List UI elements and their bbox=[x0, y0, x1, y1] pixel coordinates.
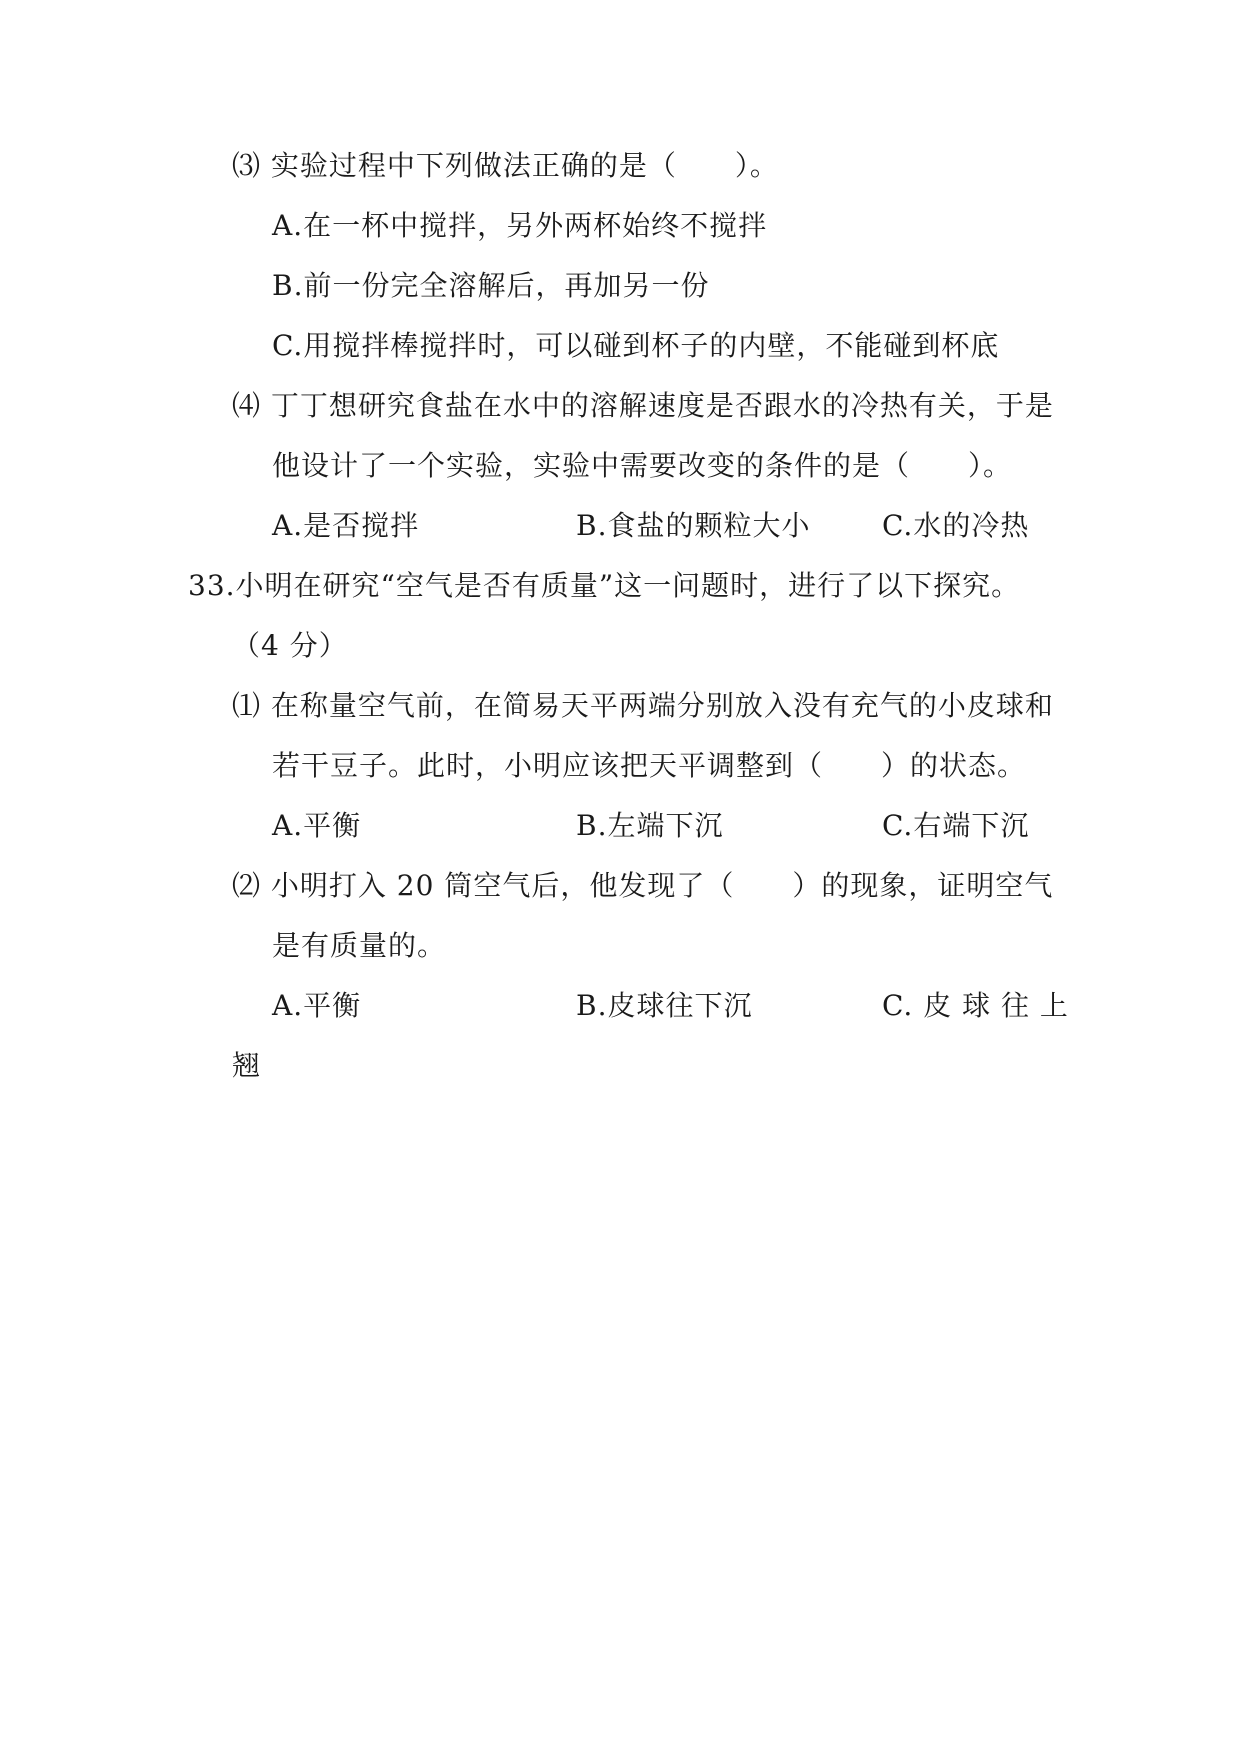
q4-option-b: B.食盐的颗粒大小 bbox=[576, 509, 811, 542]
q33-sub2-option-c-wrap: 翘 bbox=[232, 1049, 262, 1082]
q3-option-c: C.用搅拌棒搅拌时，可以碰到杯子的内壁，不能碰到杯底 bbox=[272, 329, 1000, 362]
q33-sub2-title-line2: 是有质量的。 bbox=[272, 929, 447, 962]
q33-sub1-option-b: B.左端下沉 bbox=[576, 809, 724, 842]
q3-option-a: A.在一杯中搅拌，另外两杯始终不搅拌 bbox=[272, 209, 768, 242]
q33-title-line1: 33.小明在研究“空气是否有质量”这一问题时，进行了以下探究。 bbox=[188, 569, 1021, 602]
q33-sub1-option-c: C.右端下沉 bbox=[882, 809, 1030, 842]
q33-sub1-title-line2: 若干豆子。此时，小明应该把天平调整到（ ）的状态。 bbox=[272, 749, 1027, 782]
q33-sub2-option-b: B.皮球往下沉 bbox=[576, 989, 753, 1022]
q4-option-a: A.是否搅拌 bbox=[272, 509, 420, 542]
q4-title-line1: ⑷ 丁丁想研究食盐在水中的溶解速度是否跟水的冷热有关，于是 bbox=[232, 389, 1054, 422]
q3-option-b: B.前一份完全溶解后，再加另一份 bbox=[272, 269, 710, 302]
q4-option-c: C.水的冷热 bbox=[882, 509, 1030, 542]
q4-title-line2: 他设计了一个实验，实验中需要改变的条件的是（ ）。 bbox=[272, 449, 1013, 482]
q33-sub1-option-a: A.平衡 bbox=[272, 809, 362, 842]
q33-sub2-title-line1: ⑵ 小明打入 20 筒空气后，他发现了（ ）的现象，证明空气 bbox=[232, 869, 1054, 902]
q3-title: ⑶ 实验过程中下列做法正确的是（ ）。 bbox=[232, 149, 779, 182]
q33-sub2-option-c: C. 皮 球 往 上 bbox=[882, 989, 1069, 1022]
q33-sub2-option-a: A.平衡 bbox=[272, 989, 362, 1022]
q33-score: （4 分） bbox=[232, 629, 348, 662]
q33-sub1-title-line1: ⑴ 在称量空气前，在简易天平两端分别放入没有充气的小皮球和 bbox=[232, 689, 1054, 722]
